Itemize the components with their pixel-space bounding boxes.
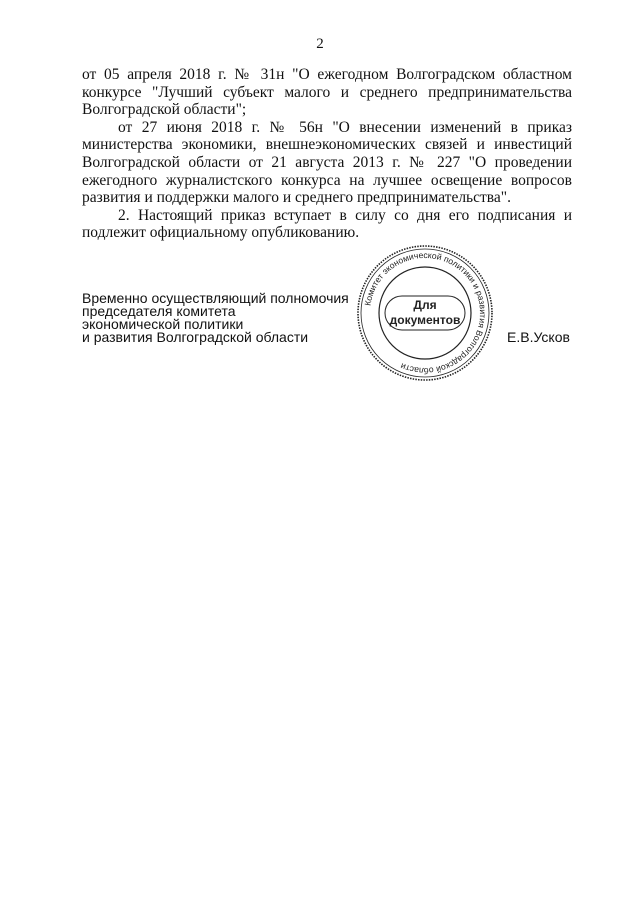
official-stamp xyxy=(355,243,495,383)
position-line: экономической политики xyxy=(82,316,244,332)
signatory-position xyxy=(82,292,349,344)
stamp-center-line2: документов xyxy=(389,313,461,327)
paragraph-order-31n: от 05 апреля 2018 г. № 31н "О ежегодном Волгоградском областном конкурсе "Лучший субъект малого и среднего предпринимательства Волгоградской области"; xyxy=(82,66,572,119)
page-number: 2 xyxy=(316,36,324,52)
position-line: и развития Волгоградской области xyxy=(82,329,309,345)
paragraph-order-56n: от 27 июня 2018 г. № 56н "О внесении изменений в приказ министерства экономики, внешнеэкономических связей и инвестиций Волгоградской области от 21 августа 2013 г. № 227 "О проведении ежегодного журналистского конкурса на лучшее освещение вопросов развития и поддержки малого и среднего предпринимательства". xyxy=(82,118,572,207)
position-line: председателя комитета xyxy=(82,303,236,319)
stamp-center-line1: Для xyxy=(413,298,437,312)
stamp-ring-text-path: Комитет экономической политики и развития Волгоградской области xyxy=(362,249,489,377)
signer-name: Е.В.Усков xyxy=(507,329,570,345)
document-body xyxy=(82,66,572,242)
position-line: Временно осуществляющий полномочия xyxy=(82,290,349,306)
paragraph-effective-date: 2. Настоящий приказ вступает в силу со дня его подписания и подлежит официальному опубликованию. xyxy=(82,206,572,242)
